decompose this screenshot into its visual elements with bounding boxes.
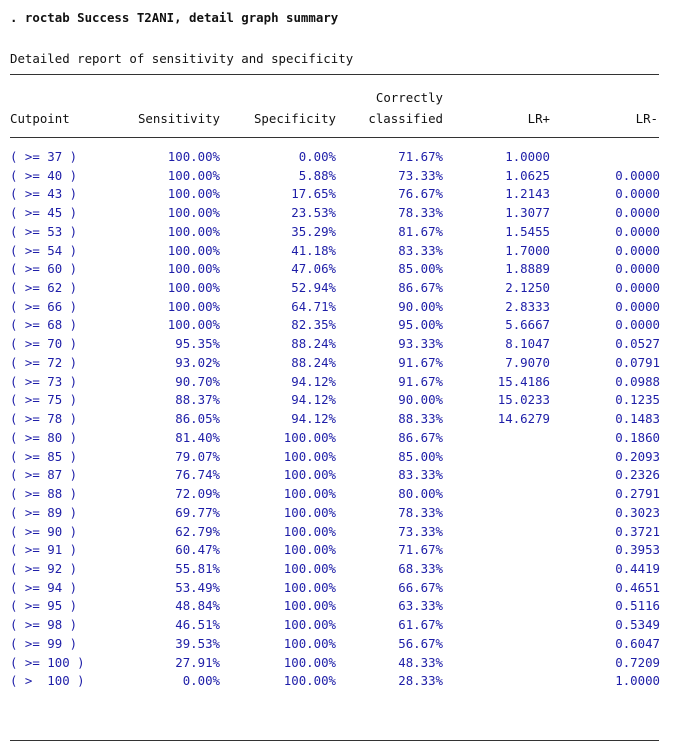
table-row — [10, 278, 660, 297]
cutpoint-cell: ( >= 100 ) — [10, 654, 85, 670]
lr-plus-cell — [443, 615, 550, 634]
correctly-classified-cell: 90.00% — [398, 392, 443, 408]
lr-plus-cell: 1.2143 — [505, 186, 550, 202]
command-line: . roctab Success T2ANI, detail graph summary — [10, 10, 339, 25]
lr-plus-cell: 1.8889 — [505, 261, 550, 277]
sensitivity-cell: 60.47% — [175, 542, 220, 558]
lr-plus-cell: 1.0000 — [505, 148, 550, 164]
table-row — [10, 297, 660, 316]
lr-plus-cell — [443, 578, 550, 597]
correctly-classified-cell: 61.67% — [398, 617, 443, 633]
lr-minus-cell: 0.0000 — [615, 186, 660, 202]
specificity-cell: 100.00% — [283, 523, 336, 539]
specificity-cell: 47.06% — [291, 261, 336, 277]
cutpoint-cell: ( >= 40 ) — [10, 167, 78, 183]
cutpoint-cell: ( >= 45 ) — [10, 205, 78, 221]
lr-minus-cell: 0.0000 — [615, 298, 660, 314]
sensitivity-cell: 69.77% — [175, 504, 220, 520]
lr-minus-cell: 0.4419 — [615, 561, 660, 577]
cutpoint-cell: ( >= 92 ) — [10, 561, 78, 577]
lr-plus-cell: 2.8333 — [505, 298, 550, 314]
header-cutpoint: Cutpoint — [10, 111, 70, 126]
lr-minus-cell: 0.0527 — [615, 336, 660, 352]
sensitivity-cell: 55.81% — [175, 561, 220, 577]
cutpoint-cell: ( >= 94 ) — [10, 579, 78, 595]
correctly-classified-cell: 85.00% — [398, 261, 443, 277]
specificity-cell: 17.65% — [291, 186, 336, 202]
header-correctly-line2: classified — [368, 111, 443, 126]
sensitivity-cell: 72.09% — [175, 486, 220, 502]
cutpoint-cell: ( >= 37 ) — [10, 148, 78, 164]
specificity-cell: 94.12% — [291, 373, 336, 389]
table-row — [10, 578, 660, 597]
lr-minus-cell: 0.0000 — [615, 223, 660, 239]
cutpoint-cell: ( >= 90 ) — [10, 523, 78, 539]
lr-plus-cell: 1.0625 — [505, 167, 550, 183]
lr-minus-cell: 0.1235 — [615, 392, 660, 408]
cutpoint-cell: ( >= 89 ) — [10, 504, 78, 520]
cutpoint-cell: ( >= 75 ) — [10, 392, 78, 408]
lr-minus-cell: 0.7209 — [615, 654, 660, 670]
correctly-classified-cell: 81.67% — [398, 223, 443, 239]
lr-minus-cell: 1.0000 — [615, 673, 660, 689]
results-body — [10, 147, 660, 690]
sensitivity-cell: 0.00% — [182, 673, 220, 689]
report-title: Detailed report of sensitivity and specificity — [10, 51, 354, 66]
header-correctly-line1: Correctly — [375, 90, 443, 105]
lr-minus-cell: 0.2093 — [615, 448, 660, 464]
specificity-cell: 100.00% — [283, 579, 336, 595]
lr-plus-cell: 1.7000 — [505, 242, 550, 258]
specificity-cell: 100.00% — [283, 448, 336, 464]
lr-minus-cell: 0.2326 — [615, 467, 660, 483]
sensitivity-cell: 48.84% — [175, 598, 220, 614]
specificity-cell: 100.00% — [283, 654, 336, 670]
sensitivity-cell: 46.51% — [175, 617, 220, 633]
sensitivity-cell: 100.00% — [167, 148, 220, 164]
correctly-classified-cell: 91.67% — [398, 354, 443, 370]
lr-minus-cell: 0.1860 — [615, 429, 660, 445]
specificity-cell: 100.00% — [283, 429, 336, 445]
table-row — [10, 203, 660, 222]
cutpoint-cell: ( >= 95 ) — [10, 598, 78, 614]
sensitivity-cell: 76.74% — [175, 467, 220, 483]
specificity-cell: 100.00% — [283, 617, 336, 633]
specificity-cell: 100.00% — [283, 486, 336, 502]
sensitivity-cell: 100.00% — [167, 167, 220, 183]
correctly-classified-cell: 78.33% — [398, 504, 443, 520]
cutpoint-cell: ( >= 66 ) — [10, 298, 78, 314]
lr-plus-cell — [443, 484, 550, 503]
table-row — [10, 672, 660, 691]
correctly-classified-cell: 63.33% — [398, 598, 443, 614]
lr-minus-cell: 0.1483 — [615, 411, 660, 427]
header-specificity: Specificity — [253, 111, 336, 126]
table-row — [10, 634, 660, 653]
table-row — [10, 184, 660, 203]
table-bottom-rule — [10, 740, 659, 741]
lr-plus-cell: 15.0233 — [497, 392, 550, 408]
table-row — [10, 597, 660, 616]
specificity-cell: 100.00% — [283, 673, 336, 689]
table-row — [10, 465, 660, 484]
correctly-classified-cell: 71.67% — [398, 542, 443, 558]
lr-plus-cell — [443, 597, 550, 616]
table-row — [10, 484, 660, 503]
specificity-cell: 88.24% — [291, 336, 336, 352]
header-lr-minus: LR- — [635, 111, 658, 126]
sensitivity-cell: 100.00% — [167, 223, 220, 239]
lr-plus-cell — [443, 672, 550, 691]
lr-minus-cell: 0.0000 — [615, 280, 660, 295]
lr-minus-cell: 0.0000 — [615, 167, 660, 183]
correctly-classified-cell: 80.00% — [398, 486, 443, 502]
cutpoint-cell: ( >= 91 ) — [10, 542, 78, 558]
header-rule — [10, 137, 659, 138]
table-row — [10, 166, 660, 185]
specificity-cell: 52.94% — [291, 280, 336, 295]
correctly-classified-cell: 76.67% — [398, 186, 443, 202]
table-row — [10, 447, 660, 466]
cutpoint-cell: ( >= 99 ) — [10, 635, 78, 651]
table-row — [10, 334, 660, 353]
table-row — [10, 540, 660, 559]
sensitivity-cell: 79.07% — [175, 448, 220, 464]
table-row — [10, 259, 660, 278]
cutpoint-cell: ( >= 53 ) — [10, 223, 78, 239]
table-row — [10, 391, 660, 410]
cutpoint-cell: ( > 100 ) — [10, 673, 85, 689]
lr-minus-cell: 0.0000 — [615, 205, 660, 221]
specificity-cell: 100.00% — [283, 467, 336, 483]
table-row — [10, 522, 660, 541]
header-lr-plus: LR+ — [527, 111, 550, 126]
table-row — [10, 409, 660, 428]
table-row — [10, 372, 660, 391]
specificity-cell: 88.24% — [291, 354, 336, 370]
table-row — [10, 316, 660, 335]
correctly-classified-cell: 83.33% — [398, 467, 443, 483]
sensitivity-cell: 53.49% — [175, 579, 220, 595]
lr-minus-cell: 0.6047 — [615, 635, 660, 651]
sensitivity-cell: 100.00% — [167, 186, 220, 202]
correctly-classified-cell: 85.00% — [398, 448, 443, 464]
correctly-classified-cell: 88.33% — [398, 411, 443, 427]
specificity-cell: 82.35% — [291, 317, 336, 333]
header-sensitivity: Sensitivity — [137, 111, 220, 126]
cutpoint-cell: ( >= 80 ) — [10, 429, 78, 445]
lr-plus-cell — [443, 428, 550, 447]
table-row — [10, 503, 660, 522]
lr-minus-cell: 0.0000 — [615, 242, 660, 258]
sensitivity-cell: 86.05% — [175, 411, 220, 427]
lr-minus-cell: 0.0988 — [615, 373, 660, 389]
lr-minus-cell: 0.2791 — [615, 486, 660, 502]
lr-plus-cell — [443, 465, 550, 484]
lr-plus-cell — [443, 447, 550, 466]
lr-plus-cell: 1.3077 — [505, 205, 550, 221]
lr-plus-cell — [443, 540, 550, 559]
lr-plus-cell: 1.5455 — [505, 223, 550, 239]
cutpoint-cell: ( >= 85 ) — [10, 448, 78, 464]
specificity-cell: 100.00% — [283, 598, 336, 614]
correctly-classified-cell: 90.00% — [398, 298, 443, 314]
lr-minus-cell: 0.4651 — [615, 579, 660, 595]
lr-plus-cell: 15.4186 — [497, 373, 550, 389]
correctly-classified-cell: 93.33% — [398, 336, 443, 352]
correctly-classified-cell: 56.67% — [398, 635, 443, 651]
specificity-cell: 5.88% — [298, 167, 336, 183]
sensitivity-cell: 100.00% — [167, 242, 220, 258]
results-table — [10, 147, 660, 690]
specificity-cell: 64.71% — [291, 298, 336, 314]
sensitivity-cell: 100.00% — [167, 280, 220, 295]
cutpoint-cell: ( >= 98 ) — [10, 617, 78, 633]
specificity-cell: 100.00% — [283, 561, 336, 577]
cutpoint-cell: ( >= 78 ) — [10, 411, 78, 427]
specificity-cell: 23.53% — [291, 205, 336, 221]
correctly-classified-cell: 71.67% — [398, 148, 443, 164]
specificity-cell: 41.18% — [291, 242, 336, 258]
lr-minus-cell: 0.5349 — [615, 617, 660, 633]
cutpoint-cell: ( >= 68 ) — [10, 317, 78, 333]
correctly-classified-cell: 78.33% — [398, 205, 443, 221]
sensitivity-cell: 90.70% — [175, 373, 220, 389]
specificity-cell: 0.00% — [298, 148, 336, 164]
lr-minus-cell: 0.5116 — [615, 598, 660, 614]
sensitivity-cell: 62.79% — [175, 523, 220, 539]
cutpoint-cell: ( >= 62 ) — [10, 280, 78, 295]
table-row — [10, 615, 660, 634]
correctly-classified-cell: 86.67% — [398, 429, 443, 445]
cutpoint-cell: ( >= 70 ) — [10, 336, 78, 352]
lr-plus-cell — [443, 653, 550, 672]
specificity-cell: 100.00% — [283, 542, 336, 558]
lr-plus-cell: 5.6667 — [505, 317, 550, 333]
lr-plus-cell: 8.1047 — [505, 336, 550, 352]
cutpoint-cell: ( >= 88 ) — [10, 486, 78, 502]
specificity-cell: 35.29% — [291, 223, 336, 239]
cutpoint-cell: ( >= 87 ) — [10, 467, 78, 483]
lr-minus-cell: 0.0000 — [615, 317, 660, 333]
correctly-classified-cell: 86.67% — [398, 280, 443, 295]
sensitivity-cell: 100.00% — [167, 205, 220, 221]
lr-plus-cell — [443, 522, 550, 541]
table-row — [10, 353, 660, 372]
table-row — [10, 428, 660, 447]
lr-minus-cell: 0.3721 — [615, 523, 660, 539]
correctly-classified-cell: 48.33% — [398, 654, 443, 670]
table-row — [10, 222, 660, 241]
sensitivity-cell: 100.00% — [167, 261, 220, 277]
sensitivity-cell: 81.40% — [175, 429, 220, 445]
specificity-cell: 100.00% — [283, 635, 336, 651]
cutpoint-cell: ( >= 54 ) — [10, 242, 78, 258]
lr-plus-cell — [443, 559, 550, 578]
cutpoint-cell: ( >= 73 ) — [10, 373, 78, 389]
correctly-classified-cell: 83.33% — [398, 242, 443, 258]
table-row — [10, 653, 660, 672]
correctly-classified-cell: 66.67% — [398, 579, 443, 595]
sensitivity-cell: 88.37% — [175, 392, 220, 408]
lr-minus-cell: 0.3023 — [615, 504, 660, 520]
correctly-classified-cell: 73.33% — [398, 167, 443, 183]
specificity-cell: 94.12% — [291, 411, 336, 427]
lr-minus-cell: 0.3953 — [615, 542, 660, 558]
lr-minus-cell: 0.0791 — [615, 354, 660, 370]
correctly-classified-cell: 28.33% — [398, 673, 443, 689]
specificity-cell: 94.12% — [291, 392, 336, 408]
lr-plus-cell — [443, 503, 550, 522]
lr-plus-cell: 2.1250 — [505, 280, 550, 295]
sensitivity-cell: 100.00% — [167, 298, 220, 314]
table-row — [10, 559, 660, 578]
sensitivity-cell: 27.91% — [175, 654, 220, 670]
cutpoint-cell: ( >= 72 ) — [10, 354, 78, 370]
sensitivity-cell: 93.02% — [175, 354, 220, 370]
correctly-classified-cell: 73.33% — [398, 523, 443, 539]
correctly-classified-cell: 91.67% — [398, 373, 443, 389]
sensitivity-cell: 95.35% — [175, 336, 220, 352]
table-row — [10, 147, 660, 166]
table-row — [10, 241, 660, 260]
sensitivity-cell: 39.53% — [175, 635, 220, 651]
cutpoint-cell: ( >= 43 ) — [10, 186, 78, 202]
correctly-classified-cell: 68.33% — [398, 561, 443, 577]
lr-minus-cell: 0.0000 — [615, 261, 660, 277]
cutpoint-cell: ( >= 60 ) — [10, 261, 78, 277]
lr-plus-cell: 7.9070 — [505, 354, 550, 370]
specificity-cell: 100.00% — [283, 504, 336, 520]
lr-plus-cell — [443, 634, 550, 653]
table-top-rule — [10, 74, 659, 75]
lr-plus-cell: 14.6279 — [497, 411, 550, 427]
sensitivity-cell: 100.00% — [167, 317, 220, 333]
correctly-classified-cell: 95.00% — [398, 317, 443, 333]
lr-minus-cell — [550, 147, 660, 166]
